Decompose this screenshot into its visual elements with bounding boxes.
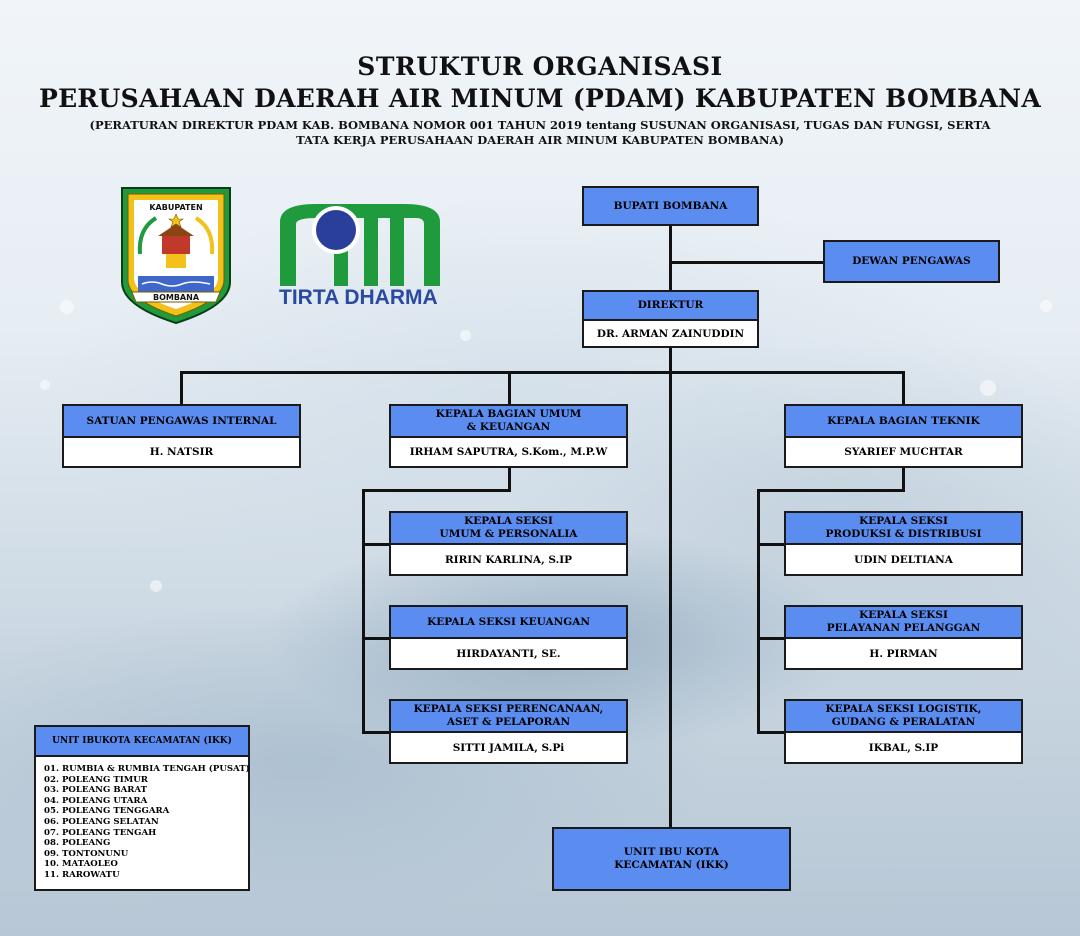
water-splash bbox=[980, 380, 996, 396]
list-item: 04. POLEANG UTARA bbox=[44, 795, 148, 806]
list-item: 06. POLEANG SELATAN bbox=[44, 816, 159, 827]
list-item: 11. RAROWATU bbox=[44, 869, 120, 880]
bagian-umum-box bbox=[389, 404, 628, 468]
seksi-logistik-box bbox=[784, 699, 1023, 764]
ikk-legend-header bbox=[34, 725, 250, 757]
connector-line bbox=[362, 731, 390, 734]
connector-line bbox=[508, 467, 511, 491]
seksi-umum-box bbox=[389, 511, 628, 576]
regulation-subtitle-cont: TATA KERJA PERUSAHAAN DAERAH AIR MINUM KABUPATEN BOMBANA) bbox=[296, 133, 784, 147]
connector-line bbox=[669, 261, 824, 264]
connector-line bbox=[362, 489, 365, 733]
connector-line bbox=[902, 467, 905, 491]
dewan-pengawas-label: DEWAN PENGAWAS bbox=[852, 255, 971, 267]
tirta-dharma-logo bbox=[276, 200, 444, 288]
unit-ikk-label: UNIT IBU KOTA KECAMATAN (IKK) bbox=[614, 846, 729, 871]
bombana-regency-logo bbox=[118, 184, 234, 326]
seksi-perencanaan-title: KEPALA SEKSI PERENCANAAN, ASET & PELAPORAN bbox=[391, 701, 626, 733]
bupati-label: BUPATI BOMBANA bbox=[613, 199, 728, 212]
ikk-legend-list bbox=[34, 755, 250, 891]
unit-ikk-box bbox=[552, 827, 791, 891]
seksi-produksi-title: KEPALA SEKSI PRODUKSI & DISTRIBUSI bbox=[786, 513, 1021, 545]
seksi-pelayanan-name: H. PIRMAN bbox=[786, 639, 1021, 668]
ikk-legend-title: UNIT IBUKOTA KECAMATAN (IKK) bbox=[52, 735, 232, 746]
seksi-keuangan-box bbox=[389, 605, 628, 670]
list-item: 03. POLEANG BARAT bbox=[44, 785, 148, 796]
connector-line bbox=[757, 489, 760, 733]
bagian-teknik-title: KEPALA BAGIAN TEKNIK bbox=[786, 406, 1021, 438]
direktur-name: DR. ARMAN ZAINUDDIN bbox=[584, 321, 757, 346]
list-item: 10. MATAOLEO bbox=[44, 859, 118, 870]
seksi-perencanaan-name: SITTI JAMILA, S.Pi bbox=[391, 733, 626, 762]
connector-line bbox=[757, 637, 785, 640]
spi-title: SATUAN PENGAWAS INTERNAL bbox=[64, 406, 299, 438]
seksi-pelayanan-box bbox=[784, 605, 1023, 670]
chart-title-company: PERUSAHAAN DAERAH AIR MINUM (PDAM) KABUPATEN BOMBANA bbox=[38, 84, 1042, 113]
spi-box bbox=[62, 404, 301, 468]
bagian-umum-name: IRHAM SAPUTRA, S.Kom., M.P.W bbox=[391, 438, 626, 466]
bagian-teknik-name: SYARIEF MUCHTAR bbox=[786, 438, 1021, 466]
seksi-produksi-box bbox=[784, 511, 1023, 576]
spi-name: H. NATSIR bbox=[64, 438, 299, 466]
water-splash bbox=[460, 330, 471, 341]
list-item: 01. RUMBIA & RUMBIA TENGAH (PUSAT) bbox=[44, 764, 250, 774]
list-item: 09. TONTONUNU bbox=[44, 848, 129, 859]
seksi-keuangan-name: HIRDAYANTI, SE. bbox=[391, 639, 626, 668]
seksi-produksi-name: UDIN DELTIANA bbox=[786, 545, 1021, 574]
connector-line bbox=[508, 371, 511, 405]
seksi-pelayanan-title: KEPALA SEKSI PELAYANAN PELANGGAN bbox=[786, 607, 1021, 639]
regulation-subtitle: (PERATURAN DIREKTUR PDAM KAB. BOMBANA NOMOR 001 TAHUN 2019 tentang SUSUNAN ORGANISASI, TUGAS DAN FUNGSI, SERTA bbox=[89, 118, 991, 132]
seksi-keuangan-title: KEPALA SEKSI KEUANGAN bbox=[391, 607, 626, 639]
bagian-umum-title: KEPALA BAGIAN UMUM & KEUANGAN bbox=[391, 406, 626, 438]
logo-kabupaten-text: KABUPATEN bbox=[149, 203, 203, 212]
bagian-teknik-box bbox=[784, 404, 1023, 468]
seksi-logistik-title: KEPALA SEKSI LOGISTIK, GUDANG & PERALATAN bbox=[786, 701, 1021, 733]
water-splash bbox=[40, 380, 50, 390]
list-item: 08. POLEANG bbox=[44, 838, 111, 849]
seksi-logistik-name: IKBAL, S.IP bbox=[786, 733, 1021, 762]
tirta-dharma-wordmark: TIRTA DHARMA bbox=[279, 286, 438, 309]
logo-bombana-ribbon: BOMBANA bbox=[152, 293, 200, 302]
list-item: 02. POLEANG TIMUR bbox=[44, 774, 148, 785]
connector-line bbox=[757, 543, 785, 546]
seksi-perencanaan-box bbox=[389, 699, 628, 764]
connector-line bbox=[362, 637, 390, 640]
direktur-title: DIREKTUR bbox=[584, 292, 757, 321]
list-item: 07. POLEANG TENGAH bbox=[44, 827, 157, 838]
connector-line bbox=[180, 371, 183, 405]
connector-line bbox=[669, 347, 672, 828]
water-splash bbox=[1040, 300, 1052, 312]
chart-title: STRUKTUR ORGANISASI bbox=[357, 52, 723, 81]
dewan-pengawas-box bbox=[823, 240, 1000, 283]
connector-line bbox=[362, 489, 511, 492]
connector-line bbox=[362, 543, 390, 546]
seksi-umum-name: RIRIN KARLINA, S.IP bbox=[391, 545, 626, 574]
seksi-umum-title: KEPALA SEKSI UMUM & PERSONALIA bbox=[391, 513, 626, 545]
connector-line bbox=[757, 731, 785, 734]
direktur-box bbox=[582, 290, 759, 348]
list-item: 05. POLEANG TENGGARA bbox=[44, 806, 170, 817]
connector-line bbox=[757, 489, 905, 492]
water-splash bbox=[60, 300, 74, 314]
bupati-box bbox=[582, 186, 759, 226]
water-splash bbox=[150, 580, 162, 592]
connector-line bbox=[902, 371, 905, 405]
connector-line bbox=[669, 225, 672, 291]
connector-line bbox=[180, 371, 905, 374]
